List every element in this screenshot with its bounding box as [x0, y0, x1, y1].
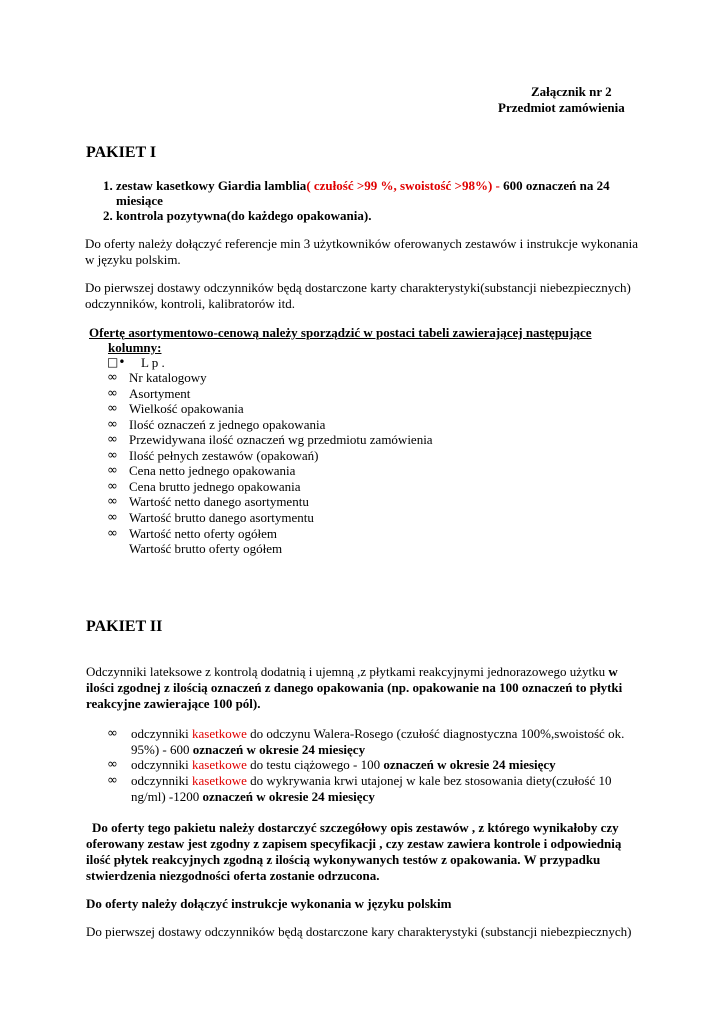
infinity-bullet-icon: ∞: [107, 386, 118, 401]
item-quantity: oznaczeń w okresie 24 miesięcy: [383, 757, 556, 772]
column-item: Wartość brutto oferty ogółem: [129, 541, 283, 556]
instructions-requirement: Do oferty należy dołączyć instrukcje wykonania w języku polskim: [86, 896, 452, 911]
column-item: Wartość netto danego asortymentu: [129, 494, 309, 509]
infinity-bullet-icon: ∞: [107, 417, 118, 432]
order-subject-heading: Przedmiot zamówienia: [498, 100, 625, 115]
column-item: Przewidywana ilość oznaczeń wg przedmiotu zamówienia: [129, 432, 433, 447]
requirements-paragraph-line-4: stwierdzenia niezgodności oferta zostanie odrzucona.: [86, 868, 380, 883]
requirements-paragraph-line-1: Do oferty tego pakietu należy dostarczyć szczegółowy opis zestawów , z którego wynikałoby czy: [92, 820, 619, 835]
item-quantity: oznaczeń w okresie 24 miesięcy: [192, 742, 366, 757]
item-text: do odczynu Walera-Rosego (czułość diagnostyczna 100%,swoistość ok.: [246, 726, 625, 741]
item-sensitivity: ( czułość >99 %, swoistość >98%) -: [306, 178, 504, 193]
item-text: odczynniki: [131, 757, 193, 772]
intro-text: Odczynniki lateksowe z kontrolą dodatnią i ujemną ,z płytkami reakcyjnymi jednorazowego użytku: [86, 664, 609, 679]
requirements-paragraph-line-2: oferowany zestaw jest zgodny z zapisem specyfikacji , czy zestaw zawiera kontrole i odpowiednią: [86, 836, 622, 851]
package-2-item-2: [131, 757, 556, 773]
package-2-item-3-continuation: [131, 789, 375, 805]
column-item: Ilość oznaczeń z jednego opakowania: [129, 417, 326, 432]
package-1-item-1-continuation: miesiące: [116, 193, 163, 208]
item-number: 1.: [103, 178, 113, 193]
infinity-bullet-icon: ∞: [107, 463, 118, 478]
infinity-bullet-icon: ∞: [107, 757, 118, 772]
item-quantity: oznaczeń w okresie 24 miesięcy: [202, 789, 375, 804]
item-text: zestaw kasetkowy Giardia lamblia: [116, 178, 307, 193]
package-2-item-1: [131, 726, 624, 742]
offer-table-heading-line-2: kolumny:: [108, 340, 162, 355]
item-text: do wykrywania krwi utajonej w kale bez stosowania diety(czułość 10: [246, 773, 612, 788]
offer-table-heading-line-1: Ofertę asortymentowo-cenową należy sporządzić w postaci tabeli zawierającej następujące: [89, 325, 592, 340]
attachment-number: Załącznik nr 2: [531, 84, 612, 99]
package-1-title: PAKIET I: [86, 144, 157, 161]
references-paragraph-line-1: Do oferty należy dołączyć referencje min 3 użytkowników oferowanych zestawów i instrukcje wykonania: [85, 236, 639, 251]
infinity-bullet-icon: ∞: [107, 401, 118, 416]
references-paragraph-line-2: w języku polskim.: [85, 252, 181, 267]
package-2-item-3: [131, 773, 612, 789]
package-2-title: PAKIET II: [86, 618, 163, 635]
infinity-bullet-icon: ∞: [107, 448, 118, 463]
infinity-bullet-icon: ∞: [107, 494, 118, 509]
package-2-intro-line-2: ilości zgodnej z ilością oznaczeń z danego opakowania (np. opakowanie na 100 oznaczeń to płytki: [86, 680, 623, 695]
package-1-item-1: [103, 178, 610, 194]
infinity-bullet-icon: ∞: [107, 726, 118, 741]
package-1-item-2: [103, 208, 371, 224]
column-item: Wartość netto oferty ogółem: [129, 526, 278, 541]
delivery-paragraph-line-2: odczynników, kontroli, kalibratorów itd.: [85, 296, 296, 311]
infinity-bullet-icon: ∞: [107, 773, 118, 788]
column-item: Wielkość opakowania: [129, 401, 244, 416]
item-text: ng/ml) -1200: [131, 789, 203, 804]
infinity-bullet-icon: ∞: [107, 479, 118, 494]
infinity-bullet-icon: ∞: [107, 510, 118, 525]
item-type: kasetkowe: [192, 773, 247, 788]
item-quantity: 600 oznaczeń na 24: [503, 178, 610, 193]
package-2-item-1-continuation: [131, 742, 365, 758]
column-item: Cena netto jednego opakowania: [129, 463, 296, 478]
intro-text-bold: w: [608, 664, 618, 679]
infinity-bullet-icon: ∞: [107, 370, 118, 385]
column-item: Wartość brutto danego asortymentu: [129, 510, 314, 525]
infinity-bullet-icon: ∞: [107, 526, 118, 541]
delivery-paragraph-line-1: Do pierwszej dostawy odczynników będą dostarczone karty charakterystyki(substancji niebezpiecznych): [85, 280, 631, 295]
column-item: Asortyment: [129, 386, 191, 401]
column-item: Cena brutto jednego opakowania: [129, 479, 301, 494]
item-text: 95%) - 600: [131, 742, 193, 757]
package-2-intro-line-3: reakcyjne zawierające 100 pól).: [86, 696, 261, 711]
package-2-intro-line-1: [86, 664, 618, 680]
item-text: odczynniki: [131, 773, 193, 788]
item-text: kontrola pozytywna(do każdego opakowania).: [116, 208, 372, 223]
column-item: Nr katalogowy: [129, 370, 207, 385]
column-item: Ilość pełnych zestawów (opakowań): [129, 448, 319, 463]
delivery-paragraph: Do pierwszej dostawy odczynników będą dostarczone kary charakterystyki (substancji niebezpiecznych): [86, 924, 632, 939]
checkbox-bullet-icon: □•: [107, 355, 126, 369]
item-number: 2.: [103, 208, 113, 223]
item-text: odczynniki: [131, 726, 193, 741]
requirements-paragraph-line-3: ilość płytek reakcyjnych zgodną z ilością wykonywanych testów z opakowania. W przypadku: [86, 852, 601, 867]
infinity-bullet-icon: ∞: [107, 432, 118, 447]
column-item: L p .: [141, 355, 165, 370]
item-type: kasetkowe: [192, 757, 247, 772]
item-text: do testu ciążowego - 100: [246, 757, 384, 772]
item-type: kasetkowe: [192, 726, 247, 741]
